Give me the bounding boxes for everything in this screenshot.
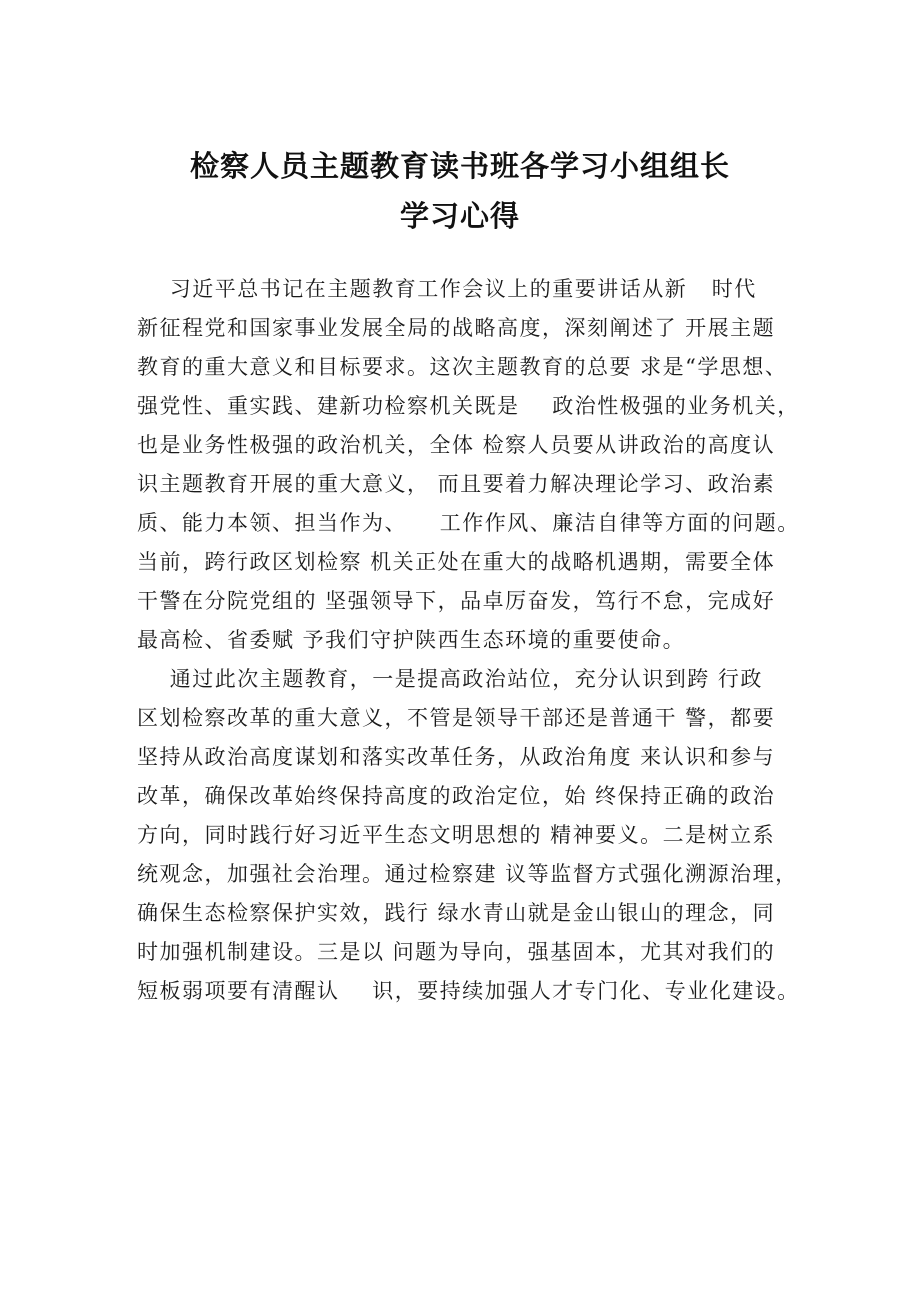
paragraph-line: 短板弱项要有清醒认 识，要持续加强人才专门化、专业化建设。 (137, 979, 800, 1003)
paragraph-line: 通过此次主题教育，一是提高政治站位，充分认识到跨 行政 (137, 667, 763, 691)
document-title-line-1: 检察人员主题教育读书班各学习小组组长 (189, 149, 730, 183)
paragraph-line: 新征程党和国家事业发展全局的战略高度，深刻阐述了 开展主题 (137, 316, 776, 340)
document-body (137, 270, 800, 1011)
paragraph-line: 强党性、重实践、建新功检察机关既是 政治性极强的业务机关， (137, 394, 800, 418)
paragraph-line: 质、能力本领、担当作为、 工作作风、廉洁自律等方面的问题。 (137, 511, 800, 535)
paragraph-line: 习近平总书记在主题教育工作会议上的重要讲话从新 时代 (137, 277, 757, 301)
paragraph-line: 识主题教育开展的重大意义， 而且要着力解决理论学习、政治素 (137, 472, 776, 496)
paragraph-line: 干警在分院党组的 坚强领导下，品卓厉奋发，笃行不怠，完成好 (137, 589, 776, 613)
paragraph-line: 也是业务性极强的政治机关，全体 检察人员要从讲政治的高度认 (137, 433, 776, 457)
paragraph-line: 当前，跨行政区划检察 机关正处在重大的战略机遇期，需要全体 (137, 550, 776, 574)
paragraph-line: 统观念，加强社会治理。通过检察建 议等监督方式强化溯源治理， (137, 862, 798, 886)
paragraph-line: 教育的重大意义和目标要求。这次主题教育的总要 求是“学思想、 (137, 355, 788, 379)
document-title-line-2: 学习心得 (399, 199, 520, 233)
paragraph-line: 确保生态检察保护实效，践行 绿水青山就是金山银山的理念，同 (137, 901, 776, 925)
paragraph-line: 方向，同时践行好习近平生态文明思想的 精神要义。二是树立系 (137, 823, 776, 847)
paragraph-line: 区划检察改革的重大意义，不管是领导干部还是普通干 警，都要 (137, 706, 776, 730)
paragraph-line: 最高检、省委赋 予我们守护陕西生态环境的重要使命。 (137, 628, 686, 652)
paragraph-2 (137, 660, 800, 1011)
paragraph-line: 坚持从政治高度谋划和落实改革任务，从政治角度 来认识和参与 (137, 745, 776, 769)
paragraph-line: 时加强机制建设。三是以 问题为导向，强基固本，尤其对我们的 (137, 940, 776, 964)
paragraph-line: 改革，确保改革始终保持高度的政治定位，始 终保持正确的政治 (137, 784, 776, 808)
paragraph-1 (137, 270, 800, 660)
